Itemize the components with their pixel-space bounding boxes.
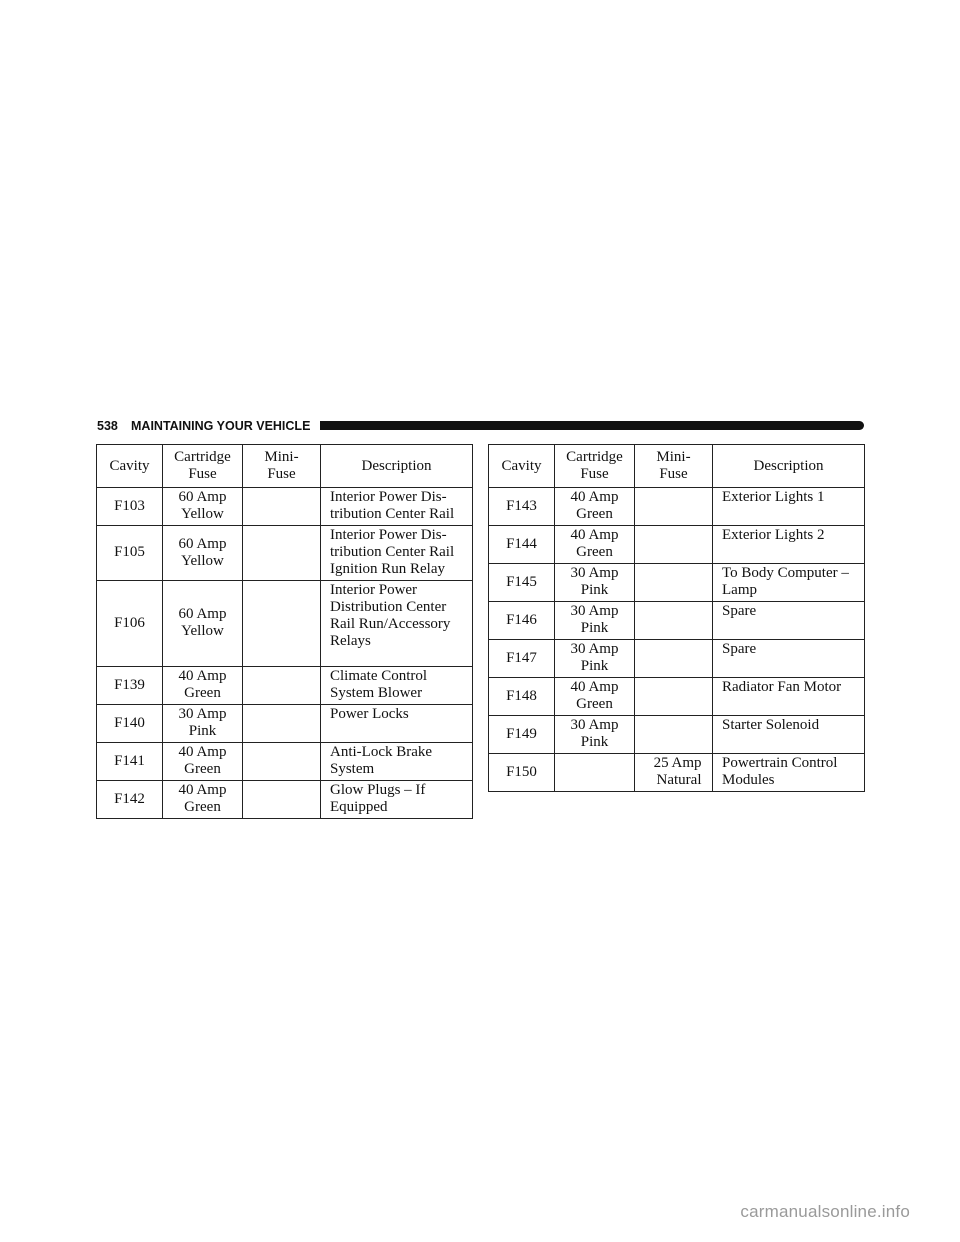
table-row	[97, 743, 473, 781]
cartridge-text: 40 Amp Green	[570, 679, 619, 712]
header-cartridge-fuse	[163, 445, 243, 488]
cartridge-text: 40 Amp Green	[570, 527, 619, 560]
header-cavity: Cavity	[489, 445, 555, 488]
description-cell: Starter Solenoid	[713, 716, 865, 754]
cartridge-text: 30 Amp Pink	[570, 717, 619, 750]
description-cell: Radiator Fan Motor	[713, 678, 865, 716]
table-row	[489, 602, 865, 640]
cavity-cell: F143	[489, 488, 555, 526]
cavity-cell: F147	[489, 640, 555, 678]
header-cartridge-fuse-text: Cartridge Fuse	[566, 449, 623, 482]
table-row	[489, 754, 865, 792]
description-cell: Interior Power Dis- tribution Center Rail	[321, 488, 473, 526]
page-header	[96, 418, 864, 434]
mini-cell	[635, 602, 713, 640]
cartridge-cell	[555, 564, 635, 602]
cartridge-cell	[555, 526, 635, 564]
description-cell: Glow Plugs – If Equipped	[321, 781, 473, 819]
description-cell: Interior Power Distribution Center Rail Run/Accessory Relays	[321, 581, 473, 667]
description-cell: Anti-Lock Brake System	[321, 743, 473, 781]
cartridge-text: 30 Amp Pink	[570, 565, 619, 598]
header-description: Description	[321, 445, 473, 488]
table-row	[97, 526, 473, 581]
cavity-cell: F140	[97, 705, 163, 743]
table-row	[97, 667, 473, 705]
cartridge-text: 30 Amp Pink	[570, 641, 619, 674]
header-cartridge-fuse	[555, 445, 635, 488]
cavity-cell: F103	[97, 488, 163, 526]
cavity-cell: F139	[97, 667, 163, 705]
table-row	[97, 781, 473, 819]
cavity-cell: F144	[489, 526, 555, 564]
cartridge-cell	[163, 581, 243, 667]
table-row	[489, 716, 865, 754]
mini-text: 25 Amp Natural	[653, 755, 702, 788]
cartridge-text: 60 Amp Yellow	[178, 535, 227, 569]
cavity-cell: F148	[489, 678, 555, 716]
cartridge-cell	[163, 667, 243, 705]
section-title: MAINTAINING YOUR VEHICLE	[131, 419, 311, 433]
table-row	[489, 488, 865, 526]
cartridge-text: 40 Amp Green	[178, 744, 227, 777]
cavity-cell: F149	[489, 716, 555, 754]
cartridge-cell	[555, 754, 635, 792]
header-mini-fuse	[635, 445, 713, 488]
cavity-cell: F106	[97, 581, 163, 667]
page-number: 538	[97, 419, 118, 433]
cartridge-cell	[555, 602, 635, 640]
cartridge-cell	[555, 488, 635, 526]
description-cell: Spare	[713, 640, 865, 678]
mini-cell	[243, 781, 321, 819]
description-cell: Powertrain Control Modules	[713, 754, 865, 792]
mini-cell	[243, 581, 321, 667]
mini-cell	[243, 705, 321, 743]
cavity-cell: F146	[489, 602, 555, 640]
cavity-cell: F141	[97, 743, 163, 781]
description-cell: Climate Control System Blower	[321, 667, 473, 705]
description-cell: Exterior Lights 1	[713, 488, 865, 526]
cartridge-cell	[163, 488, 243, 526]
cartridge-cell	[555, 678, 635, 716]
header-mini-fuse-text: Mini- Fuse	[656, 449, 691, 482]
table-row	[489, 564, 865, 602]
mini-cell	[635, 640, 713, 678]
cartridge-text: 30 Amp Pink	[178, 706, 227, 739]
cartridge-text: 40 Amp Green	[178, 782, 227, 815]
cartridge-cell	[163, 743, 243, 781]
cavity-cell: F150	[489, 754, 555, 792]
cartridge-text: 30 Amp Pink	[570, 603, 619, 636]
cartridge-cell	[555, 640, 635, 678]
mini-cell	[243, 743, 321, 781]
fuse-table-left	[96, 444, 473, 819]
header-mini-fuse-text: Mini- Fuse	[264, 449, 299, 482]
table-row	[489, 640, 865, 678]
mini-cell	[635, 564, 713, 602]
cavity-cell: F105	[97, 526, 163, 581]
cartridge-cell	[163, 781, 243, 819]
cavity-cell: F142	[97, 781, 163, 819]
table-header-row	[489, 445, 865, 488]
mini-cell	[635, 488, 713, 526]
cartridge-cell	[555, 716, 635, 754]
description-cell: Spare	[713, 602, 865, 640]
mini-cell	[635, 526, 713, 564]
header-cartridge-fuse-text: Cartridge Fuse	[174, 449, 231, 482]
cartridge-text: 40 Amp Green	[178, 668, 227, 701]
mini-cell	[635, 754, 713, 792]
fuse-table-right	[488, 444, 865, 792]
cartridge-text: 60 Amp Yellow	[178, 606, 227, 639]
header-description: Description	[713, 445, 865, 488]
description-cell: Power Locks	[321, 705, 473, 743]
mini-cell	[243, 488, 321, 526]
cavity-cell: F145	[489, 564, 555, 602]
table-row	[97, 488, 473, 526]
header-cavity: Cavity	[97, 445, 163, 488]
cartridge-text: 40 Amp Green	[570, 489, 619, 522]
mini-cell	[243, 526, 321, 581]
cartridge-text: 60 Amp Yellow	[178, 489, 227, 522]
cartridge-cell	[163, 526, 243, 581]
mini-cell	[635, 678, 713, 716]
table-row	[97, 705, 473, 743]
mini-cell	[635, 716, 713, 754]
description-cell: Interior Power Dis- tribution Center Rail Ignition Run Relay	[321, 526, 473, 581]
table-row	[489, 678, 865, 716]
header-mini-fuse	[243, 445, 321, 488]
table-row	[97, 581, 473, 667]
table-header-row	[97, 445, 473, 488]
watermark: carmanualsonline.info	[740, 1202, 910, 1221]
description-cell: Exterior Lights 2	[713, 526, 865, 564]
table-row	[489, 526, 865, 564]
description-cell: To Body Computer – Lamp	[713, 564, 865, 602]
cartridge-cell	[163, 705, 243, 743]
header-rule	[320, 421, 864, 430]
mini-cell	[243, 667, 321, 705]
